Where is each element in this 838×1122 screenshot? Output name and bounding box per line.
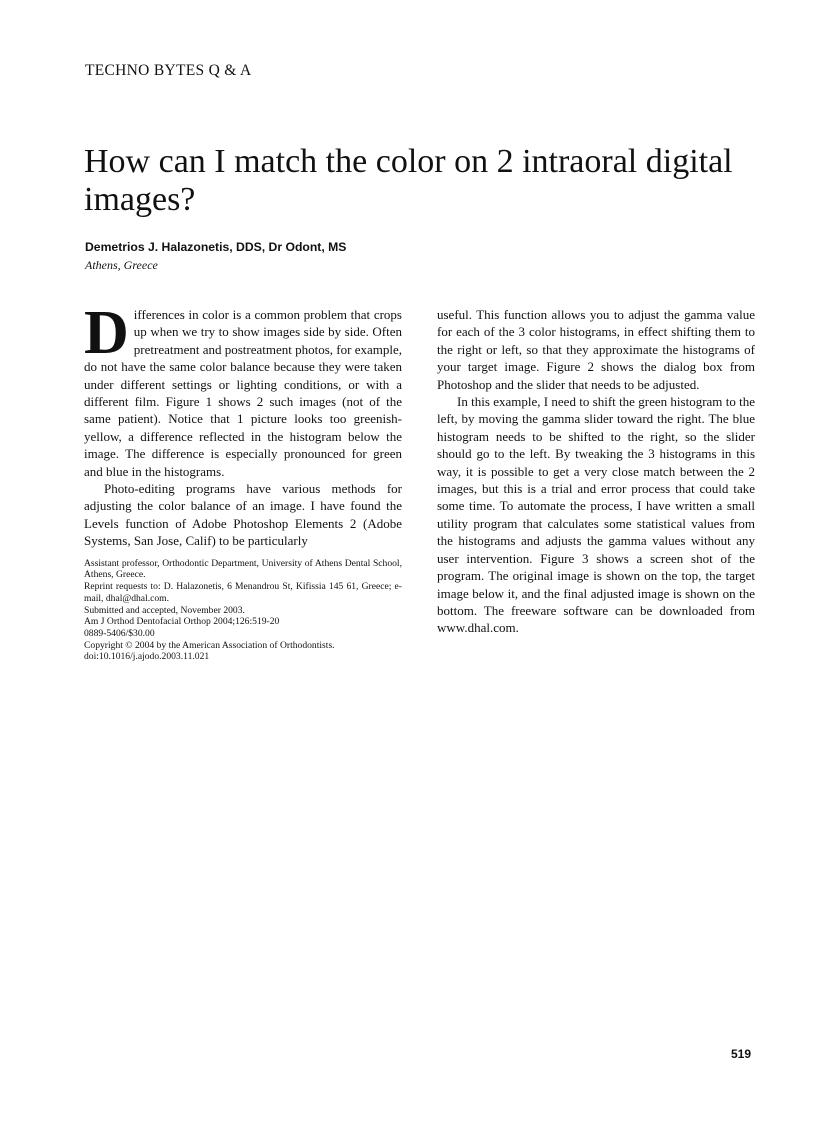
body-paragraph: In this example, I need to shift the green histogram to the left, by moving the gamma slider toward the right. The blue histogram needs to be shifted to the right, so the slider should go to the left. By tweaking the 3 histograms in this way, it is possible to get a very close match between the 2 images, but this is a trial and error process that could take some time. To automate the process, I have written a small utility program that calculates some statistical values from the histograms and adjusts the gamma values without any user intervention. Figure 3 shows a screen shot of the program. The original image is shown on the top, the target image below it, and the final adjusted image is shown on the bottom. The freeware software can be downloaded from www.dhal.com. (437, 394, 755, 636)
footnote-copyright: Copyright © 2004 by the American Association of Orthodontists. (84, 639, 335, 651)
page-number: 519 (731, 1047, 752, 1061)
running-head: TECHNO BYTES Q & A (85, 62, 252, 79)
footnote-reprints: Reprint requests to: D. Halazonetis, 6 Menandrou St, Kifissia 145 61, Greece; e-mail, dhal@dhal.com. (84, 581, 402, 604)
body-paragraph (84, 299, 402, 480)
footnote-issn: 0889-5406/$30.00 (84, 627, 155, 639)
footnote-submitted: Submitted and accepted, November 2003. (84, 604, 245, 616)
right-column (437, 306, 755, 637)
footnotes (84, 558, 402, 663)
author-line: Demetrios J. Halazonetis, DDS, Dr Odont, MS (85, 240, 347, 254)
body-paragraph: useful. This function allows you to adjust the gamma value for each of the 3 color histograms, in effect shifting them to the right or left, so that they approximate the histograms of your target image. Figure 2 shows the dialog box from Photoshop and the slider that needs to be adjusted. (437, 307, 755, 392)
left-column (84, 299, 402, 663)
body-paragraph: Photo-editing programs have various methods for adjusting the color balance of an image. I have found the Levels function of Adobe Photoshop Elements 2 (Adobe Systems, San Jose, Calif) to be particularly (84, 481, 402, 549)
footnote-citation: Am J Orthod Dentofacial Orthop 2004;126:519-20 (84, 616, 280, 628)
paragraph-text: ifferences in color is a common problem that crops up when we try to show images side by side. Often pretreatment and postreatment photos, for example, do not have the same color balance because they were taken under different settings or lighting conditions, or with a different film. Figure 1 shows 2 such images (not of the same patient). Notice that 1 picture looks too greenish-yellow, a difference reflected in the histogram below the image. The difference is especially pronounced for green and blue in the histograms. (84, 307, 402, 479)
footnote-doi: doi:10.1016/j.ajodo.2003.11.021 (84, 651, 210, 663)
article-title: How can I match the color on 2 intraoral digital images? (84, 143, 733, 218)
author-affiliation: Athens, Greece (85, 258, 158, 272)
footnote-position: Assistant professor, Orthodontic Department, University of Athens Dental School, Athens, Greece. (84, 557, 402, 581)
drop-cap: D (84, 299, 129, 367)
